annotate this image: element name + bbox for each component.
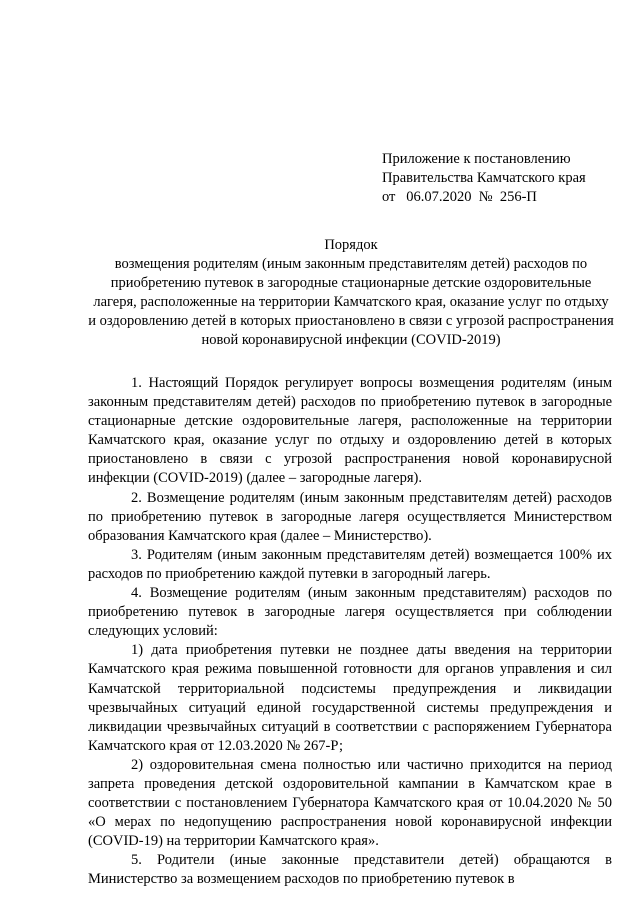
document-body (88, 374, 612, 890)
paragraph-4-1: 1) дата приобретения путевки не позднее даты введения на территории Камчатского края режима повышенной готовности для органов управления и сил Камчатской территориальной подсистемы предупреждения и ликвидации чрезвычайных ситуаций единой государственной системы предупреждения и ликвидации чрезвычайных ситуаций в соответствии с распоряжением Губернатора Камчатского края от 12.03.2020 № 267-Р; (88, 642, 612, 754)
document-title (88, 236, 614, 350)
appendix-line-1: Приложение к постановлению (382, 151, 571, 167)
paragraph-3: 3. Родителям (иным законным представителям детей) возмещается 100% их расходов по приобретению каждой путевки в загородный лагерь. (88, 546, 612, 582)
title-heading: Порядок (324, 237, 378, 253)
paragraph-4: 4. Возмещение родителям (иным законным представителям) расходов по приобретению путевок в загородные лагеря осуществляется при соблюдении следующих условий: (88, 585, 612, 640)
paragraph-4-2: 2) оздоровительная смена полностью или частично приходится на период запрета проведения детской оздоровительной кампании в Камчатском крае в соответствии с постановлением Губернатора Камчатского края от 10.04.2020 № 50 «О мерах по недопущению распространения новой коронавирусной инфекции (COVID-19) на территории Камчатского края». (88, 756, 612, 850)
paragraph-5: 5. Родители (иные законные представители детей) обращаются в Министерство за возмещением расходов по приобретению путевок в (88, 852, 612, 888)
title-subtitle: возмещения родителям (иным законным представителям детей) расходов по приобретению путевок в загородные стационарные детские оздоровительные лагеря, расположенные на территории Камчатского края, оказание услуг по отдыху и оздоровлению детей в которых приостановлено в связи с угрозой распространения новой коронавирусной инфекции (COVID-2019) (88, 256, 614, 348)
paragraph-1: 1. Настоящий Порядок регулирует вопросы возмещения родителям (иным законным представителям детей) расходов по приобретению путевок в загородные стационарные детские оздоровительные лагеря, расположенные на территории Камчатского края, оказание услуг по отдыху и оздоровлению детей в которых приостановлено в связи с угрозой распространения новой коронавирусной инфекции (COVID-2019) (далее – загородные лагеря). (88, 375, 612, 487)
appendix-line-2: Правительства Камчатского края (382, 170, 586, 186)
appendix-line-3: от 06.07.2020 № 256-П (382, 189, 537, 205)
paragraph-2: 2. Возмещение родителям (иным законным представителям детей) расходов по приобретению путевок в загородные лагеря осуществляется Министерством образования Камчатского края (далее – Министерство). (88, 489, 612, 544)
appendix-reference (382, 150, 632, 207)
